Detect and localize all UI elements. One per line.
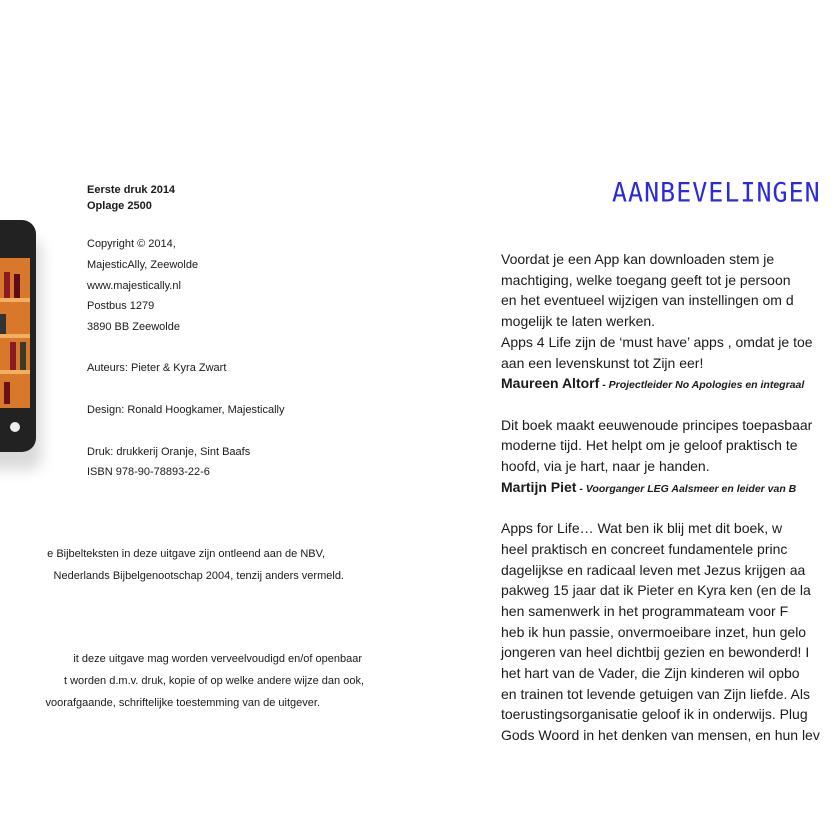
recommendation-text-line: aan een levenskunst tot Zijn eer! xyxy=(501,354,704,371)
isbn: ISBN 978-90-78893-22-6 xyxy=(87,466,210,478)
recommendation-text-line: moderne tijd. Het helpt om je geloof praktisch te xyxy=(501,437,798,454)
recommendation-text-line: en trainen tot levende getuigen van Zijn liefde. Als xyxy=(501,685,810,702)
book xyxy=(4,382,10,404)
rights-note-line: voorafgaande, schriftelijke toestemming van de uitgever. xyxy=(45,697,320,709)
recommendation-text-line: het hart van de Vader, die Zijn kinderen wil opbo xyxy=(501,665,800,681)
recommendation-text-line: toerustingsorganisatie geloof ik in onderwijs. Plug xyxy=(501,706,808,723)
postal-address: 3890 BB Zeewolde xyxy=(87,321,180,333)
recommendation-attribution xyxy=(501,376,804,391)
shelf xyxy=(0,370,30,374)
postbox: Postbus 1279 xyxy=(87,300,155,312)
recommendation-attribution xyxy=(501,480,796,495)
bookshelf-screen xyxy=(0,258,30,408)
recommendation-text-line: dagelijkse en radicaal leven met Jezus krijgen aa xyxy=(501,561,806,578)
recommendation-text-line: Apps for Life… Wat ben ik blij met dit boek, w xyxy=(501,520,783,537)
book xyxy=(20,342,26,370)
recommendation-text-line: Gods Woord in het denken van mensen, en hun lev xyxy=(501,727,820,744)
recommendation-text-line: pakweg 15 jaar dat ik Pieter en Kyra ken (en de la xyxy=(501,582,811,599)
first-edition: Eerste druk 2014 xyxy=(87,184,176,196)
publisher: MajesticAlly, Zeewolde xyxy=(87,259,199,271)
shelf xyxy=(0,298,30,302)
recommendation-text-line: Voordat je een App kan downloaden stem je xyxy=(501,251,775,267)
recommendation-text-line: hen samenwerk in het programmateam voor F xyxy=(501,602,789,619)
bible-note-line: e Bijbelteksten in deze uitgave zijn ontleend aan de NBV, xyxy=(47,548,325,560)
recommendation-role: - Projectleider No Apologies en integraal xyxy=(599,379,805,392)
page-title: AANBEVELINGEN xyxy=(612,177,821,208)
website-link: www.majestically.nl xyxy=(87,280,181,292)
recommendation-text-line: machtiging, welke toegang geeft tot je persoon xyxy=(501,271,791,288)
home-button-icon xyxy=(10,422,20,432)
authors: Auteurs: Pieter & Kyra Zwart xyxy=(87,362,227,374)
recommendation-author: Martijn Piet xyxy=(501,478,577,495)
book xyxy=(0,314,6,334)
recommendation-text-line: jongeren van heel dichtbij gezien en bewonderd! I xyxy=(501,644,810,661)
shelf xyxy=(0,334,30,338)
recommendation-text-line: heb ik hun passie, onvermoeibare inzet, hun gelo xyxy=(501,623,807,640)
recommendation-author: Maureen Altorf xyxy=(501,375,600,392)
recommendation-text-line: heel praktisch en concreet fundamentele princ xyxy=(501,540,788,557)
phone-bookshelf-illustration xyxy=(0,220,36,452)
rights-note-line: t worden d.m.v. druk, kopie of op welke andere wijze dan ook, xyxy=(63,675,364,687)
book xyxy=(14,274,20,298)
printer-credit: Druk: drukkerij Oranje, Sint Baafs xyxy=(87,446,251,458)
bible-note-line: Nederlands Bijbelgenootschap 2004, tenzij anders vermeld. xyxy=(53,570,344,582)
recommendation-text-line: Apps 4 Life zijn de ‘must have’ apps , omdat je toe xyxy=(501,333,813,350)
recommendation-role: - Voorganger LEG Aalsmeer en leider van B xyxy=(576,482,797,495)
book xyxy=(10,342,16,370)
recommendation-text-line: en het eventueel wijzigen van instellingen om d xyxy=(501,292,794,309)
recommendation-text-line: mogelijk te laten werken. xyxy=(501,313,656,330)
print-run: Oplage 2500 xyxy=(87,200,152,212)
rights-note-line: it deze uitgave mag worden verveelvoudigd en/of openbaar xyxy=(73,653,362,665)
copyright-line: Copyright © 2014, xyxy=(87,238,176,250)
design-credit: Design: Ronald Hoogkamer, Majestically xyxy=(87,404,285,416)
recommendation-text-line: hoofd, via je hart, naar je handen. xyxy=(501,458,710,474)
recommendation-text-line: Dit boek maakt eeuwenoude principes toepasbaar xyxy=(501,416,813,433)
book xyxy=(4,272,10,298)
